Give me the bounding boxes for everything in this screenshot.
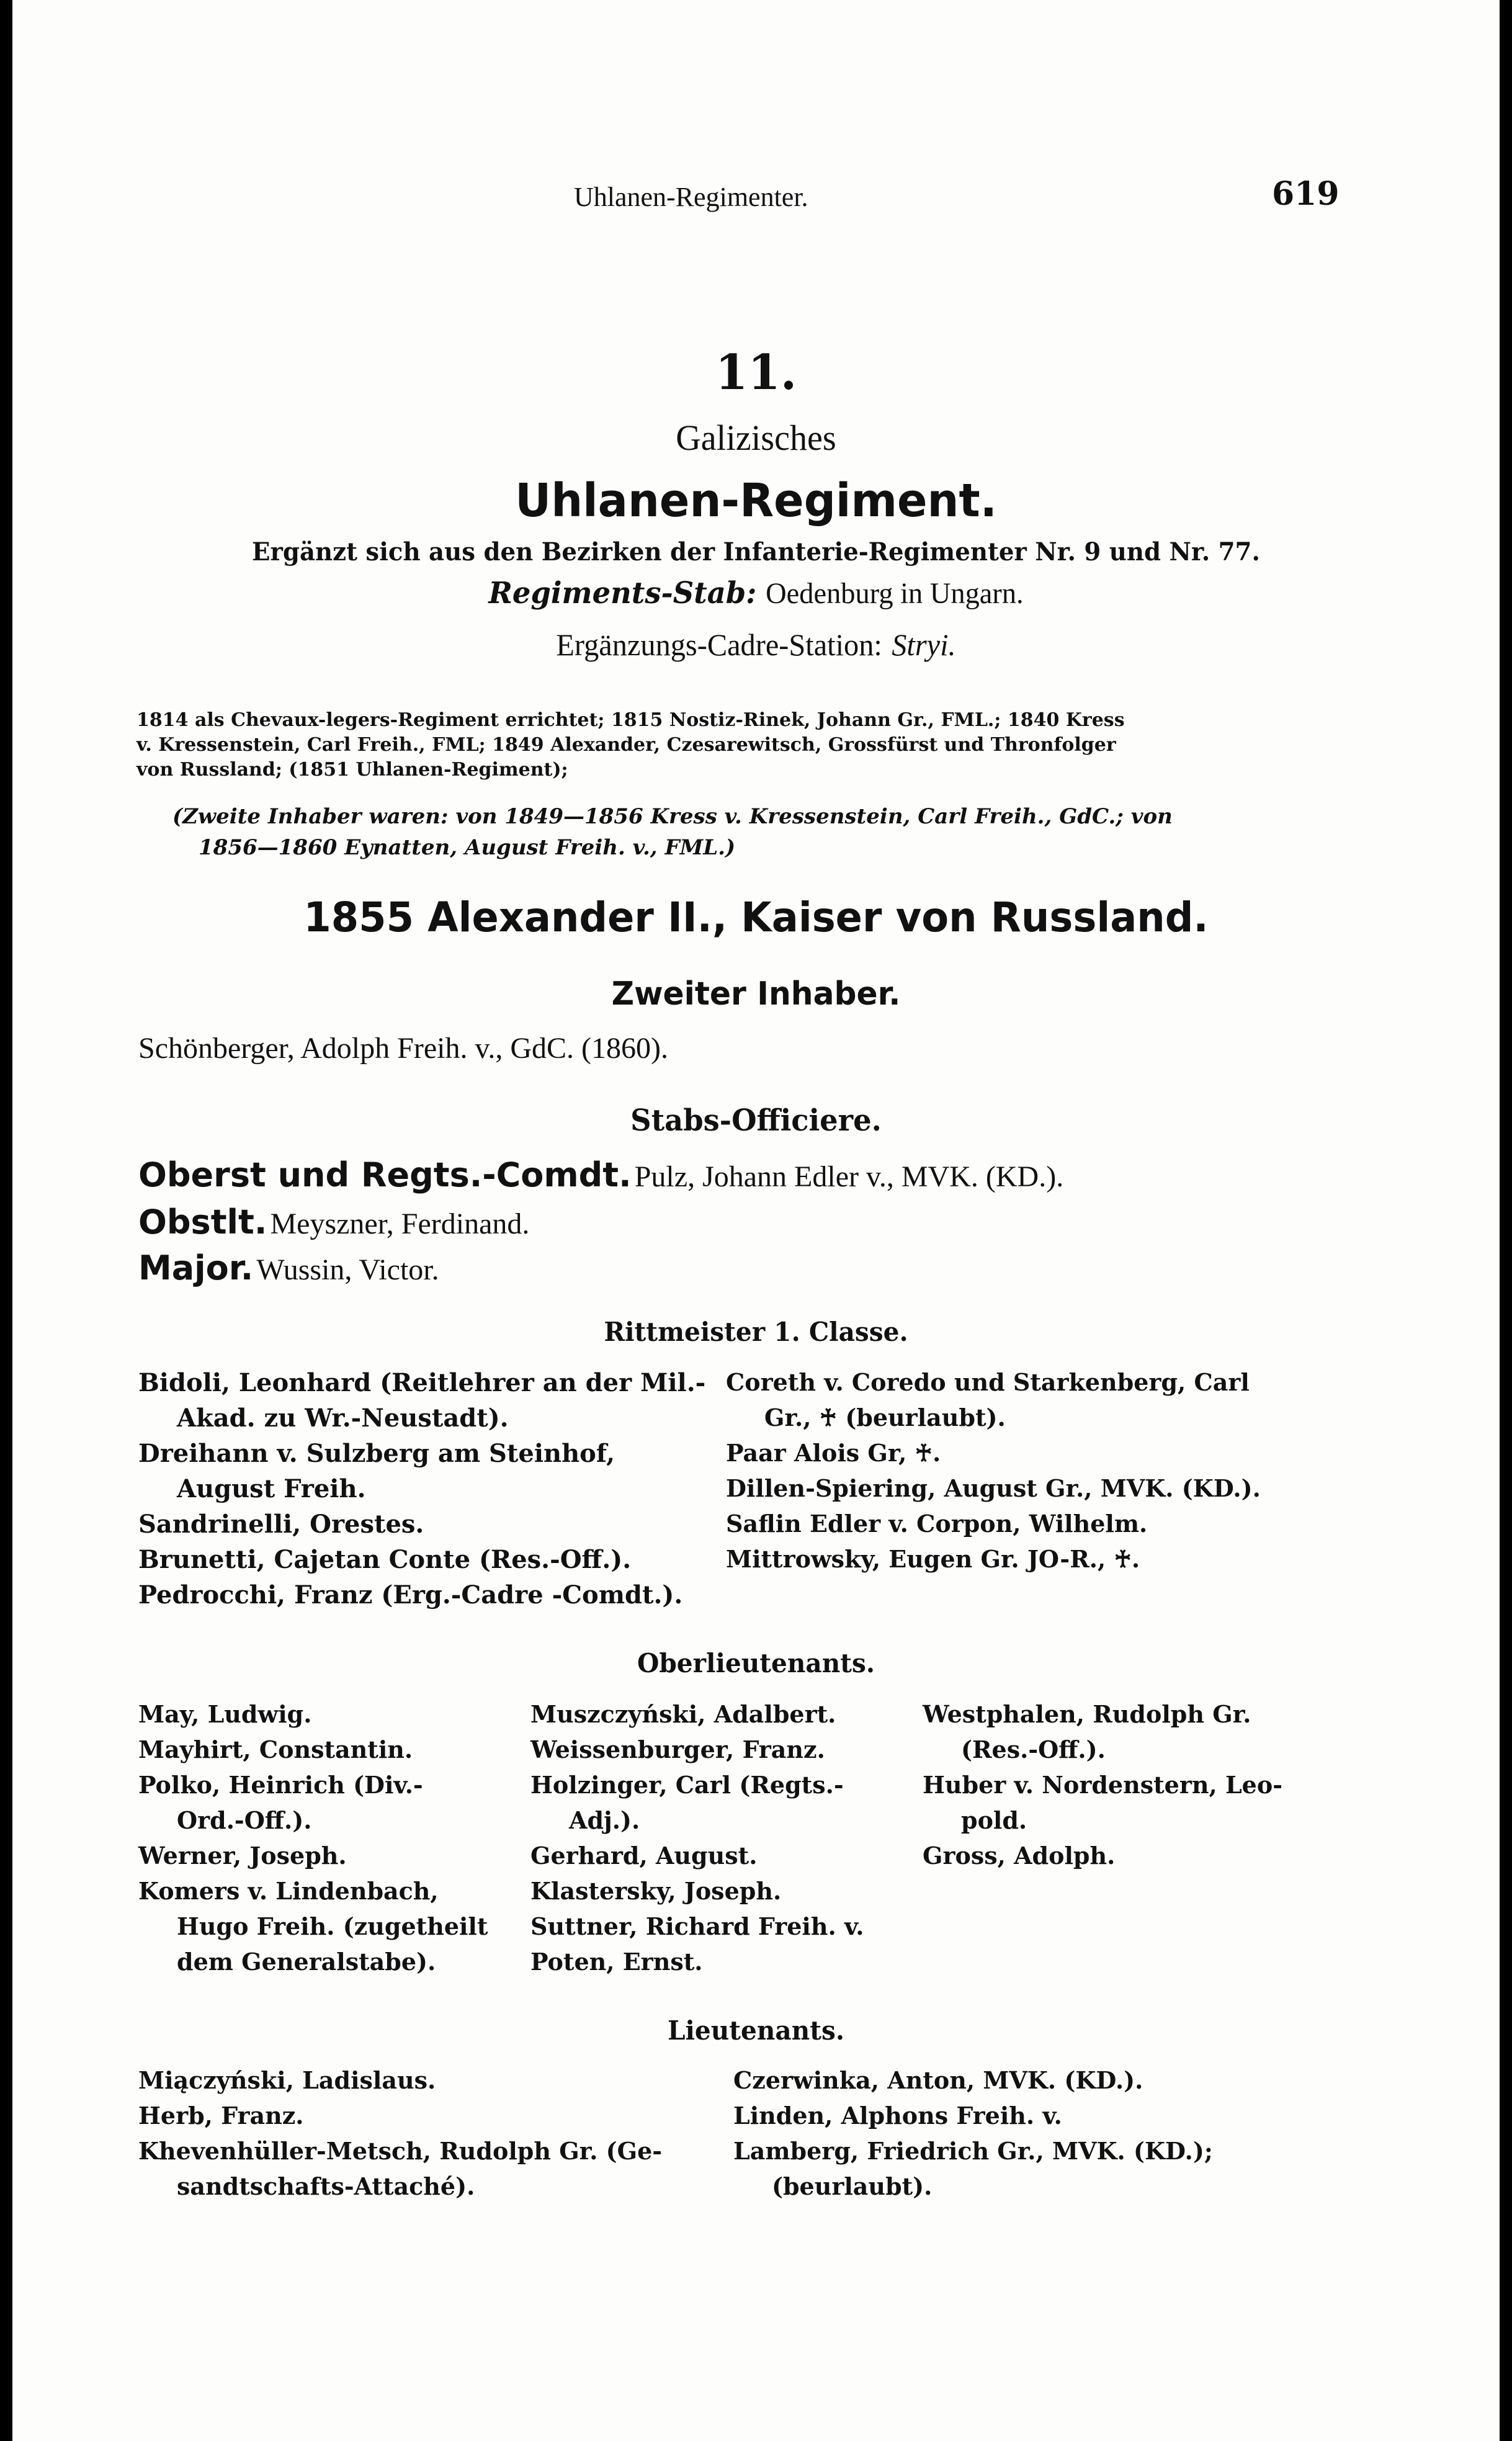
lieutenant-right-line: Czerwinka, Anton, MVK. (KD.). [733,2066,1143,2094]
regiment-cadre-station [37,627,1475,663]
rittmeister-heading: Rittmeister 1. Classe. [604,1317,908,1347]
rittmeister-right-line: Dillen-Spiering, August Gr., MVK. (KD.). [726,1474,1261,1502]
lieutenant-left-line: Miączyński, Ladislaus. [138,2066,436,2094]
oberlieutenant-col3-line: Westphalen, Rudolph Gr. [923,1700,1251,1728]
rittmeister-right-line: Coreth v. Coredo und Starkenberg, Carl [726,1368,1250,1396]
staff-officer-name: Meyszner, Ferdinand. [270,1207,530,1240]
oberlieutenant-col3-line: Gross, Adolph. [923,1842,1116,1870]
cadre-location: Stryi. [892,627,956,662]
rittmeister-right-line: Mittrowsky, Eugen Gr. JO-R., ♰. [726,1545,1140,1573]
regiment-prefix: Galizisches [676,418,836,458]
rittmeister-right-line: Saflin Edler v. Corpon, Wilhelm. [726,1510,1148,1538]
oberlieutenant-col2-line: Poten, Ernst. [530,1948,703,1976]
rittmeister-left-line: August Freih. [177,1474,366,1503]
staff-officer-entry [138,1203,529,1242]
oberlieutenant-col1-line: Polko, Heinrich (Div.- [138,1771,423,1799]
regiment-number: 11. [715,344,797,401]
staff-officer-name: Pulz, Johann Edler v., MVK. (KD.). [634,1160,1064,1193]
oberlieutenant-col1-line: Hugo Freih. (zugetheilt [177,1912,488,1940]
oberlieutenant-col2-line: Weissenburger, Franz. [530,1736,825,1763]
lieutenant-right-line: Linden, Alphons Freih. v. [733,2102,1062,2130]
lieutenant-left-line: Herb, Franz. [138,2102,304,2130]
lieutenant-right-line: (beurlaubt). [772,2172,933,2200]
oberlieutenant-col3-line: pold. [961,1806,1027,1834]
rittmeister-left-line: Pedrocchi, Franz (Erg.-Cadre -Comdt.). [138,1580,683,1610]
lieutenant-left-line: sandtschafts-Attaché). [177,2172,475,2200]
staff-officer-entry [138,1155,1063,1194]
staff-officer-entry [138,1248,439,1288]
second-owner-name: Schönberger, Adolph Freih. v., GdC. (1860). [138,1032,668,1065]
lieutenant-right-line: Lamberg, Friedrich Gr., MVK. (KD.); [733,2137,1213,2165]
second-owners-note-line: (Zweite Inhaber waren: von 1849—1856 Kress v. Kressenstein, Carl Freih., GdC.; von [172,804,1173,829]
oberlieutenants-heading: Oberlieutenants. [637,1648,875,1678]
second-owners-note-line: 1856—1860 Eynatten, August Freih. v., FML.) [199,835,736,860]
history-line: v. Kressenstein, Carl Freih., FML; 1849 Alexander, Czesarewitsch, Grossfürst und Thronfolger [136,734,1116,756]
oberlieutenant-col2-line: Klastersky, Joseph. [530,1877,782,1905]
rittmeister-right-line: Gr., ♰ (beurlaubt). [764,1404,1006,1431]
lieutenant-left-line: Khevenhüller-Metsch, Rudolph Gr. (Ge- [138,2137,663,2165]
staff-officer-rank: Oberst und Regts.-Comdt. [138,1155,632,1194]
oberlieutenant-col2-line: Gerhard, August. [530,1842,758,1870]
rittmeister-left-line: Dreihann v. Sulzberg am Steinhof, [138,1439,615,1468]
staff-officers-heading: Stabs-Officiere. [630,1103,882,1138]
rittmeister-right-line: Paar Alois Gr, ♰. [726,1439,941,1467]
regiment-owner: 1855 Alexander II., Kaiser von Russland. [303,894,1209,941]
oberlieutenant-col1-line: May, Ludwig. [138,1700,312,1728]
oberlieutenant-col1-line: Ord.-Off.). [177,1806,312,1834]
rittmeister-left-line: Akad. zu Wr.-Neustadt). [177,1404,509,1433]
oberlieutenant-col1-line: Werner, Joseph. [138,1842,347,1870]
regiment-recruitment: Ergänzt sich aus den Bezirken der Infanterie-Regimenter Nr. 9 und Nr. 77. [252,537,1260,567]
oberlieutenant-col3-line: Huber v. Nordenstern, Leo- [923,1771,1282,1799]
regiment-staff [37,576,1475,611]
staff-officer-rank: Major. [138,1248,254,1288]
staff-officer-name: Wussin, Victor. [256,1253,439,1286]
rittmeister-left-line: Brunetti, Cajetan Conte (Res.-Off.). [138,1545,632,1574]
oberlieutenant-col1-line: dem Generalstabe). [177,1948,436,1976]
history-line: von Russland; (1851 Uhlanen-Regiment); [136,759,568,781]
oberlieutenant-col1-line: Mayhirt, Constantin. [138,1736,413,1763]
staff-officer-rank: Obstlt. [138,1203,267,1242]
page-number: 619 [1272,175,1340,213]
staff-label: Regiments-Stab: [488,576,757,611]
cadre-label: Ergänzungs-Cadre-Station: [556,627,882,662]
staff-location: Oedenburg in Ungarn. [766,577,1024,610]
oberlieutenant-col2-line: Muszczyński, Adalbert. [530,1700,836,1728]
rittmeister-left-line: Sandrinelli, Orestes. [138,1510,424,1539]
regiment-name: Uhlanen-Regiment. [515,474,997,527]
document-page [12,0,1500,2441]
oberlieutenant-col1-line: Komers v. Lindenbach, [138,1877,439,1905]
rittmeister-left-line: Bidoli, Leonhard (Reitlehrer an der Mil.- [138,1368,706,1397]
lieutenants-heading: Lieutenants. [667,2015,845,2046]
history-line: 1814 als Chevaux-legers-Regiment errichtet; 1815 Nostiz-Rinek, Johann Gr., FML.; 1840 Kress [136,709,1125,731]
running-header-title: Uhlanen-Regimenter. [574,182,808,212]
second-owner-heading: Zweiter Inhaber. [611,975,901,1013]
oberlieutenant-col2-line: Adj.). [569,1806,640,1834]
oberlieutenant-col2-line: Holzinger, Carl (Regts.- [530,1771,844,1799]
oberlieutenant-col3-line: (Res.-Off.). [961,1736,1106,1763]
oberlieutenant-col2-line: Suttner, Richard Freih. v. [530,1912,864,1940]
